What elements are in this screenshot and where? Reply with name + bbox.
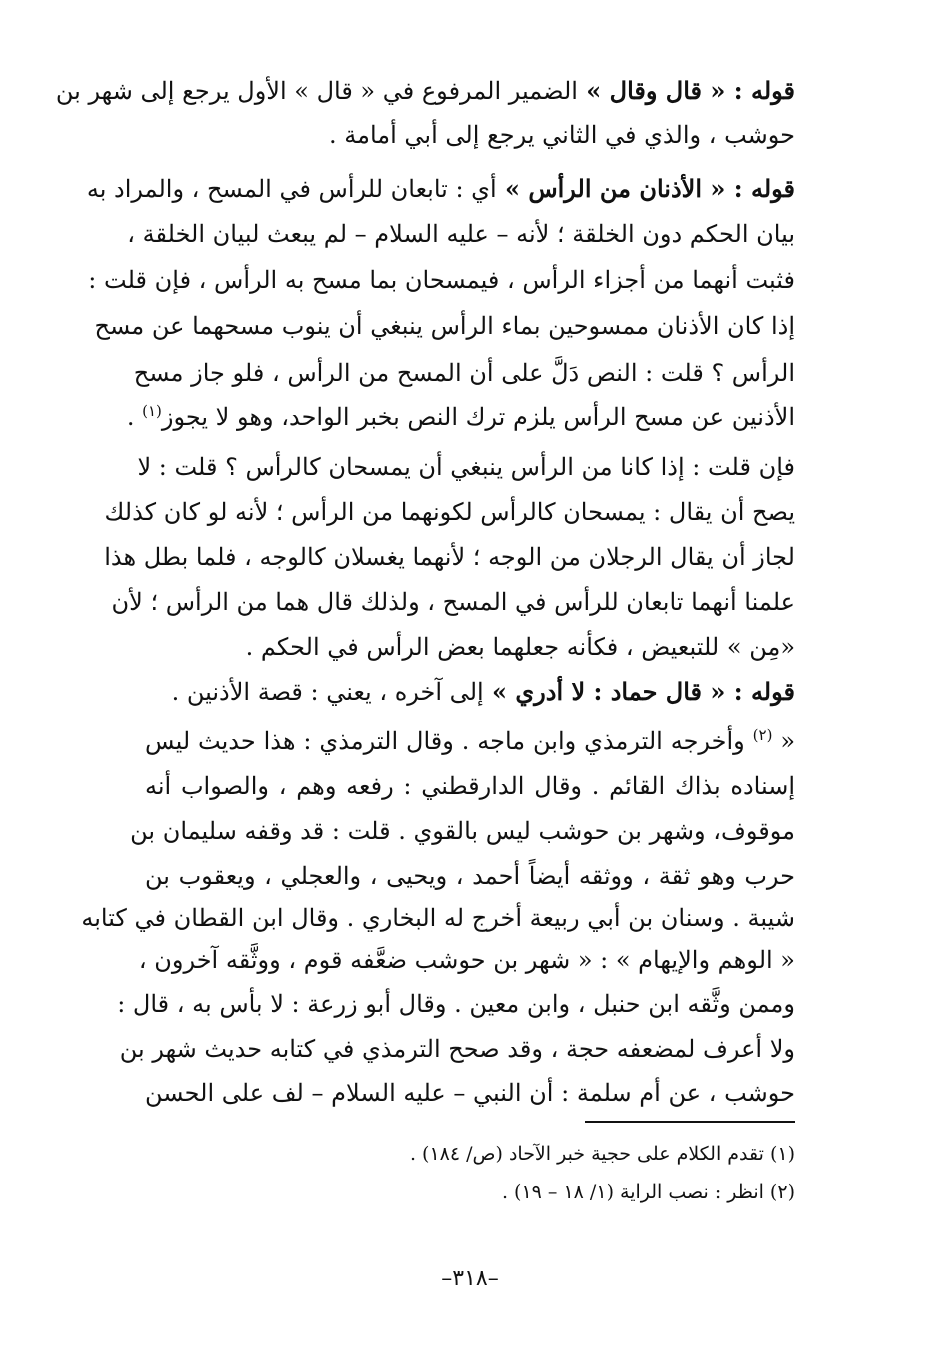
footnote-2: (٢) انظر : نصب الراية (١/ ١٨ – ١٩) . <box>501 1181 795 1203</box>
text-line <box>86 168 795 210</box>
line-start: « <box>772 727 795 755</box>
footnote-separator <box>585 1121 795 1123</box>
text-line: فإن قلت : إذا كانا من الرأس ينبغي أن يمسحان كالرأس ؟ قلت : لا <box>137 453 795 481</box>
line-end: . <box>126 403 143 431</box>
text-line: «مِن » للتبعيض ، فكأنه جعلهما بعض الرأس في الحكم . <box>245 633 795 661</box>
commentary-lemma: قوله : « قال حماد : لا أدري » <box>483 677 795 706</box>
text-line: وممن وثَّقه ابن حنبل ، وابن معين . وقال أبو زرعة : لا بأس به ، قال : <box>117 990 795 1018</box>
text-line: بيان الحكم دون الخلقة ؛ لأنه – عليه السلام – لم يبعث لبيان الخلقة ، <box>127 220 795 248</box>
text-line: حرب وهو ثقة ، ووثقه أيضاً أحمد ، ويحيى ، والعجلي ، ويعقوب بن <box>145 862 795 890</box>
text-line: علمنا أنهما تابعان للرأس في المسح ، ولذلك قال هما من الرأس ؛ لأن <box>111 588 795 616</box>
text-line: الرأس ؟ قلت : النص دَلَّ على أن المسح من الرأس ، فلو جاز مسح <box>133 359 795 387</box>
line-text: وأخرجه الترمذي وابن ماجه . وقال الترمذي : هذا حديث ليس <box>145 727 753 755</box>
footnote-reference: (١) <box>142 402 162 420</box>
text-line <box>145 720 795 762</box>
text-line: حوشب ، عن أم سلمة : أن النبي – عليه السلام – لف على الحسن <box>145 1079 795 1107</box>
line-text: إلى آخره ، يعني : قصة الأذنين . <box>171 678 484 706</box>
line-text: الأذنين عن مسح الرأس يلزم ترك النص بخبر الواحد، وهو لا يجوز <box>161 403 795 431</box>
text-line: إسناده بذاك القائم . وقال الدارقطني : رفعه وهم ، والصواب أنه <box>145 772 795 800</box>
text-line: ولا أعرف لمضعفه حجة ، وقد صحح الترمذي في كتابه حديث شهر بن <box>119 1035 795 1063</box>
footnote-1: (١) تقدم الكلام على حجية خبر الآحاد (ص/ ١٨٤) . <box>409 1143 795 1165</box>
commentary-lemma: قوله : « الأذنان من الرأس » <box>496 174 795 203</box>
text-line: موقوف، وشهر بن حوشب ليس بالقوي . قلت : قد وقفه سليمان بن <box>130 817 795 845</box>
text-line: « الوهم والإيهام » : « شهر بن حوشب ضعَّفه قوم ، ووثَّقه آخرون ، <box>138 946 795 974</box>
text-line: فثبت أنهما من أجزاء الرأس ، فيمسحان بما مسح به الرأس ، فإن قلت : <box>88 266 795 294</box>
text-line: إذا كان الأذنان ممسوحين بماء الرأس ينبغي أن ينوب مسحهما عن مسح <box>94 312 795 340</box>
text-line: يصح أن يقال : يمسحان كالرأس لكونهما من الرأس ؛ لأنه لو كان كذلك <box>104 498 795 526</box>
text-line: شيبة . وسنان بن أبي ربيعة أخرج له البخاري . وقال ابن القطان في كتابه <box>81 904 795 932</box>
text-line <box>55 70 795 112</box>
commentary-lemma: قوله : « قال وقال » <box>577 76 795 105</box>
line-text: الضمير المرفوع في « قال » الأول يرجع إلى شهر بن <box>55 77 578 105</box>
text-line: حوشب ، والذي في الثاني يرجع إلى أبي أمامة . <box>328 121 795 149</box>
line-text: أي : تابعان للرأس في المسح ، والمراد به <box>86 175 497 203</box>
text-line <box>126 396 795 438</box>
footnote-reference: (٢) <box>752 726 773 744</box>
text-line <box>145 671 795 713</box>
page-number: –٣١٨– <box>441 1266 499 1291</box>
text-line: لجاز أن يقال الرجلان من الوجه ؛ لأنهما يغسلان كالوجه ، فلما بطل هذا <box>104 543 795 571</box>
